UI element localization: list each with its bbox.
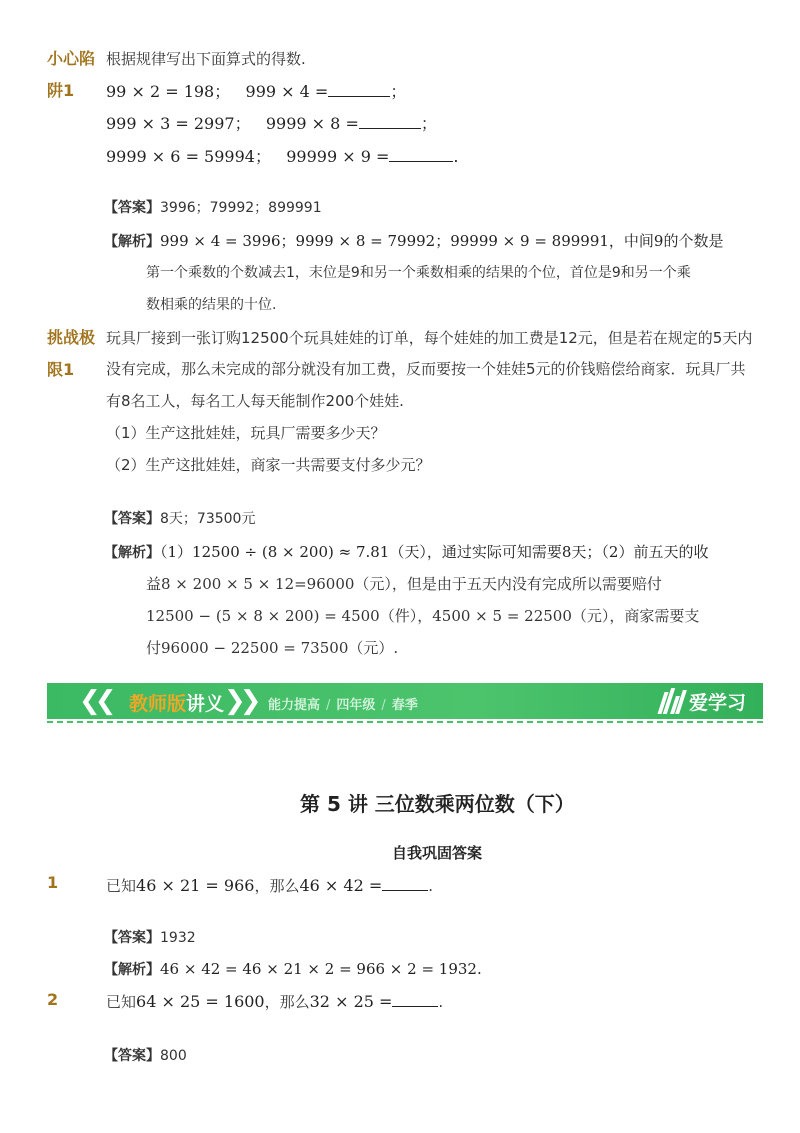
teacher-edition-banner [47, 683, 763, 719]
challenge-line-1: 玩具厂接到一张订购12500个玩具娃娃的订单，每个娃娃的加工费是12元，但是若在规定的5天内 [106, 329, 753, 347]
answer-blank[interactable] [382, 876, 428, 891]
breadcrumb [268, 694, 418, 713]
pattern-row-1 [106, 79, 406, 102]
challenge-tag-line2: 限1 [47, 360, 75, 379]
pattern-row-3-given: 9999 × 6 = 59994； [106, 147, 271, 166]
analysis-label: 【解析】 [104, 234, 160, 250]
question-stem [106, 875, 433, 896]
analysis-line-2: 益8 × 200 × 5 × 12=96000（元），但是由于五天内没有完成所以需要赔付 [146, 575, 662, 593]
answer-label: 【答案】 [104, 930, 160, 946]
stem-text: 已知 [106, 993, 137, 1011]
brand-mark-icon [661, 688, 683, 714]
answer-text: 800 [160, 1048, 187, 1064]
chevron-right-icon: ❯❯ [224, 686, 256, 716]
banner-title [129, 689, 224, 716]
answer-text: 8天；73500元 [160, 511, 256, 527]
answer-blank[interactable] [328, 82, 390, 97]
analysis-line-1 [104, 541, 708, 562]
crumb-separator: / [326, 698, 331, 713]
analysis-line-3: 12500 − (5 × 8 × 200) = 4500（件），4500 × 5 = 22500（元），商家需要支 [146, 607, 700, 625]
analysis-line-1 [104, 230, 723, 251]
answer-line [104, 508, 255, 528]
analysis-text: 999 × 4 = 3996；9999 × 8 = 79992；99999 × 9 = 899991，中间9的个数是 [160, 232, 724, 250]
brand-name: 爱学习 [689, 691, 747, 714]
banner-title-white: 讲义 [186, 693, 225, 715]
answer-line [104, 927, 196, 947]
pattern-row-3-ask: 99999 × 9 = [286, 147, 390, 166]
problem-tag-line2: 阱1 [47, 81, 75, 100]
challenge-question-2: （2）生产这批娃娃，商家一共需要支付多少元？ [106, 456, 431, 474]
crumb-separator: / [381, 698, 386, 713]
stem-math: 46 × 42 = [299, 876, 383, 895]
challenge-question-1: （1）生产这批娃娃，玩具厂需要多少天？ [106, 424, 386, 442]
brand-logo [661, 687, 746, 715]
answer-blank[interactable] [392, 992, 438, 1007]
stem-math: 46 × 21 = 966 [136, 876, 255, 895]
question-number: 2 [47, 990, 59, 1009]
problem-tag-line1: 小心陷 [47, 49, 96, 68]
banner-divider [47, 721, 763, 723]
chevron-left-icon: ❮❮ [79, 686, 111, 716]
answer-line [104, 197, 322, 217]
problem-prompt: 根据规律写出下面算式的得数. [106, 50, 306, 68]
section-subtitle: 自我巩固答案 [392, 844, 483, 862]
analysis-label: 【解析】 [104, 545, 160, 561]
crumb-season: 春季 [391, 698, 418, 713]
answer-label: 【答案】 [104, 511, 160, 527]
pattern-row-3 [106, 144, 458, 167]
stem-text: 已知 [106, 877, 137, 895]
stem-math: 32 × 25 = [309, 992, 393, 1011]
banner-title-orange: 教师版 [129, 693, 187, 715]
challenge-line-2: 没有完成，那么未完成的部分就没有加工费，反而要按一个娃娃5元的价钱赔偿给商家．玩具厂共 [106, 360, 746, 378]
answer-blank[interactable] [389, 147, 453, 162]
pattern-row-1-ask: 999 × 4 = [245, 82, 329, 101]
lesson-title: 第 5 讲 三位数乘两位数（下） [300, 792, 575, 816]
analysis-text: （1）12500 ÷ (8 × 200) ≈ 7.81（天），通过实际可知需要8天；（2）前五天的收 [160, 543, 709, 561]
pattern-row-2-ask: 9999 × 8 = [265, 114, 359, 133]
pattern-row-3-end: . [453, 147, 459, 166]
analysis-line-3: 数相乘的结果的十位. [146, 297, 277, 313]
stem-text: ，那么 [254, 877, 300, 895]
stem-math: 64 × 25 = 1600 [136, 992, 265, 1011]
stem-end: . [428, 877, 434, 895]
analysis-line [104, 959, 482, 979]
analysis-label: 【解析】 [104, 962, 160, 978]
question-stem [106, 991, 443, 1012]
pattern-row-1-end: ； [390, 82, 407, 101]
answer-line [104, 1045, 187, 1065]
pattern-row-2-given: 999 × 3 = 2997； [106, 114, 251, 133]
pattern-row-2 [106, 111, 437, 134]
pattern-row-2-end: ； [420, 114, 437, 133]
answer-label: 【答案】 [104, 200, 160, 216]
question-number: 1 [47, 873, 59, 892]
answer-label: 【答案】 [104, 1048, 160, 1064]
challenge-tag-line1: 挑战极 [47, 328, 96, 347]
stem-text: ，那么 [264, 993, 310, 1011]
analysis-line-4: 付96000 − 22500 = 73500（元）. [146, 639, 399, 657]
answer-text: 1932 [160, 930, 196, 946]
crumb-grade: 四年级 [336, 698, 376, 713]
answer-text: 3996；79992；899991 [160, 200, 322, 216]
answer-blank[interactable] [359, 114, 421, 129]
pattern-row-1-given: 99 × 2 = 198； [106, 82, 231, 101]
analysis-text: 46 × 42 = 46 × 21 × 2 = 966 × 2 = 1932. [160, 960, 482, 978]
crumb-ability: 能力提高 [268, 698, 321, 713]
challenge-line-3: 有8名工人，每名工人每天能制作200个娃娃. [106, 392, 404, 410]
stem-end: . [438, 993, 444, 1011]
analysis-line-2: 第一个乘数的个数减去1，末位是9和另一个乘数相乘的结果的个位，首位是9和另一个乘 [146, 265, 691, 281]
